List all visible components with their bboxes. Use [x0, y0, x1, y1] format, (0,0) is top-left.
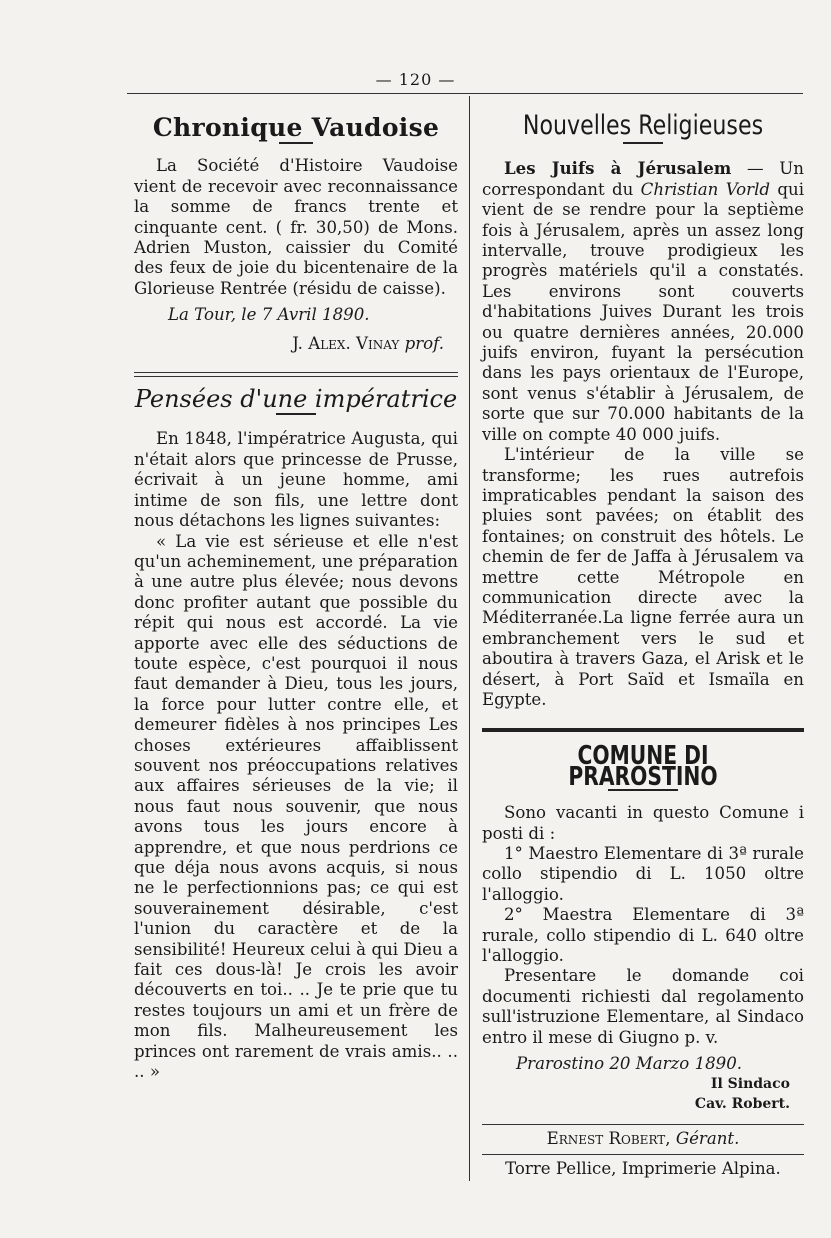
right-column	[482, 100, 804, 1181]
signature-title: prof.	[404, 333, 444, 353]
pensees-quote: « La vie est sérieuse et elle n'est qu'un acheminement, une préparation à une autre plus élevée; nous devons donc profiter autant que possible du répit qui nous est accordé. La vie apporte avec elle des séductions de toute espèce, c'est pourquoi il nous faut demander à Dieu, tous les jours, la force pour lutter contre elle, et demeurer fidèles à nos principes Les choses extérieures affaiblissent souvent nos préoccupations relatives aux affaires sérieuses de la vie; il nous faut nous souvenir, que nous avons tous les jours encore à apprendre, et que nous perdrions ce que déja nous avons acquis, si nous ne le perfectionnions pas; ce qui est souverainement désirable, c'est l'union du caractère et de la sensibilité! Heureux celui à qui Dieu a fait ces dous-là! Je crois les avoir découverts en toi.. .. Je te prie que tu restes toujours un ami et un frère de mon fils. Malheureusement les princes ont rarement de vrais amis.. .. .. »	[134, 531, 458, 1082]
gerant-line	[482, 1129, 804, 1149]
comune-title: COMUNE DI PRAROSTINO	[568, 741, 718, 792]
left-column	[134, 100, 458, 1082]
chronique-body: La Société d'Histoire Vaudoise vient de recevoir avec reconnaissance la somme de francs trente et cinquante cent. ( fr. 30,50) de Mons. Adrien Muston, caissier du Comité des feux de joie du bicentenaire de la Glorieuse Rentrée (résidu de caisse).	[134, 156, 458, 298]
pensees-intro: En 1848, l'impératrice Augusta, qui n'était alors que princesse de Prusse, écrivait à un jeune homme, ami intime de son fils, une lettre dont nous détachons les lignes suivantes:	[134, 429, 458, 531]
printer-line: Torre Pellice, Imprimerie Alpina.	[505, 1158, 781, 1178]
nouvelles-p1-tail: qui vient de se rendre pour la septième fois à Jérusalem, après un assez long intervalle, trouve prodigieux les progrès matériels qu'il a constatés. Les environs sont couverts d'habitations Juives Durant les trois ou quatre dernières années, 20.000 juifs environ, fuyant la persécution dans les pays orientaux de l'Europe, sont venus s'établir à Jérusalem, de sorte que sur 70.000 habitants de la ville on compte 40 000 juifs.	[482, 179, 804, 444]
nouvelles-p1-rest: — Un correspondant du	[482, 159, 804, 199]
chronique-signature	[134, 334, 444, 354]
comune-date: Prarostino 20 Marzo 1890.	[516, 1054, 743, 1074]
footer-rule	[482, 1124, 804, 1125]
footer-rule-2	[482, 1154, 804, 1155]
gerant-name: Ernest Robert,	[546, 1129, 671, 1149]
pensees-ornament	[276, 413, 316, 415]
header-rule	[127, 93, 803, 94]
comune-paragraph-2: 1° Maestro Elementare di 3ª rurale collo stipendio di L. 1050 oltre l'alloggio.	[482, 844, 804, 904]
comune-paragraph-4: Presentare le domande coi documenti richiesti dal regolamento sull'istruzione Elementare, al Sindaco entro il mese di Giugno p. v.	[482, 966, 804, 1047]
nouvelles-title: Nouvelles Religieuses	[522, 110, 764, 141]
signature-name: J. Alex. Vinay	[292, 333, 400, 353]
nouvelles-ornament	[623, 142, 663, 144]
nouvelles-paragraph-2: L'intérieur de la ville se transforme; les rues autrefois impraticables pendant la saison des pluies sont pavées; on établit des fontaines; on construit des hôtels. Le chemin de fer de Jaffa à Jérusalem va mettre cette Métropole en communication directe avec la Méditerranée.La ligne ferrée aura un embranchement vers le sud et aboutira à travers Gaza, el Arisk et le désert, à Port Saïd et Ismaïla en Egypte.	[482, 445, 804, 709]
comune-paragraph-1: Sono vacanti in questo Comune i posti di :	[482, 803, 804, 843]
gerant-title: Gérant.	[675, 1129, 740, 1149]
page-number: — 120 —	[375, 70, 456, 89]
nouvelles-lead: Les Juifs à Jérusalem	[504, 158, 732, 179]
pensees-title: Pensées d'une impératrice	[134, 385, 458, 414]
nouvelles-paragraph-1	[482, 158, 804, 445]
nouvelles-p1-italic: Christian Vorld	[640, 179, 771, 199]
column-divider	[469, 96, 470, 1181]
sindaco-name: Cav. Robert.	[694, 1096, 790, 1113]
section-separator	[134, 372, 458, 377]
sindaco-label: Il Sindaco	[710, 1076, 790, 1093]
chronique-ornament	[279, 142, 313, 144]
chronique-date: La Tour, le 7 Avril 1890.	[168, 305, 370, 325]
section-separator-thick	[482, 728, 804, 732]
chronique-title: Chronique Vaudoise	[152, 113, 440, 142]
comune-paragraph-3: 2° Maestra Elementare di 3ª rurale, collo stipendio di L. 640 oltre l'alloggio.	[482, 905, 804, 966]
